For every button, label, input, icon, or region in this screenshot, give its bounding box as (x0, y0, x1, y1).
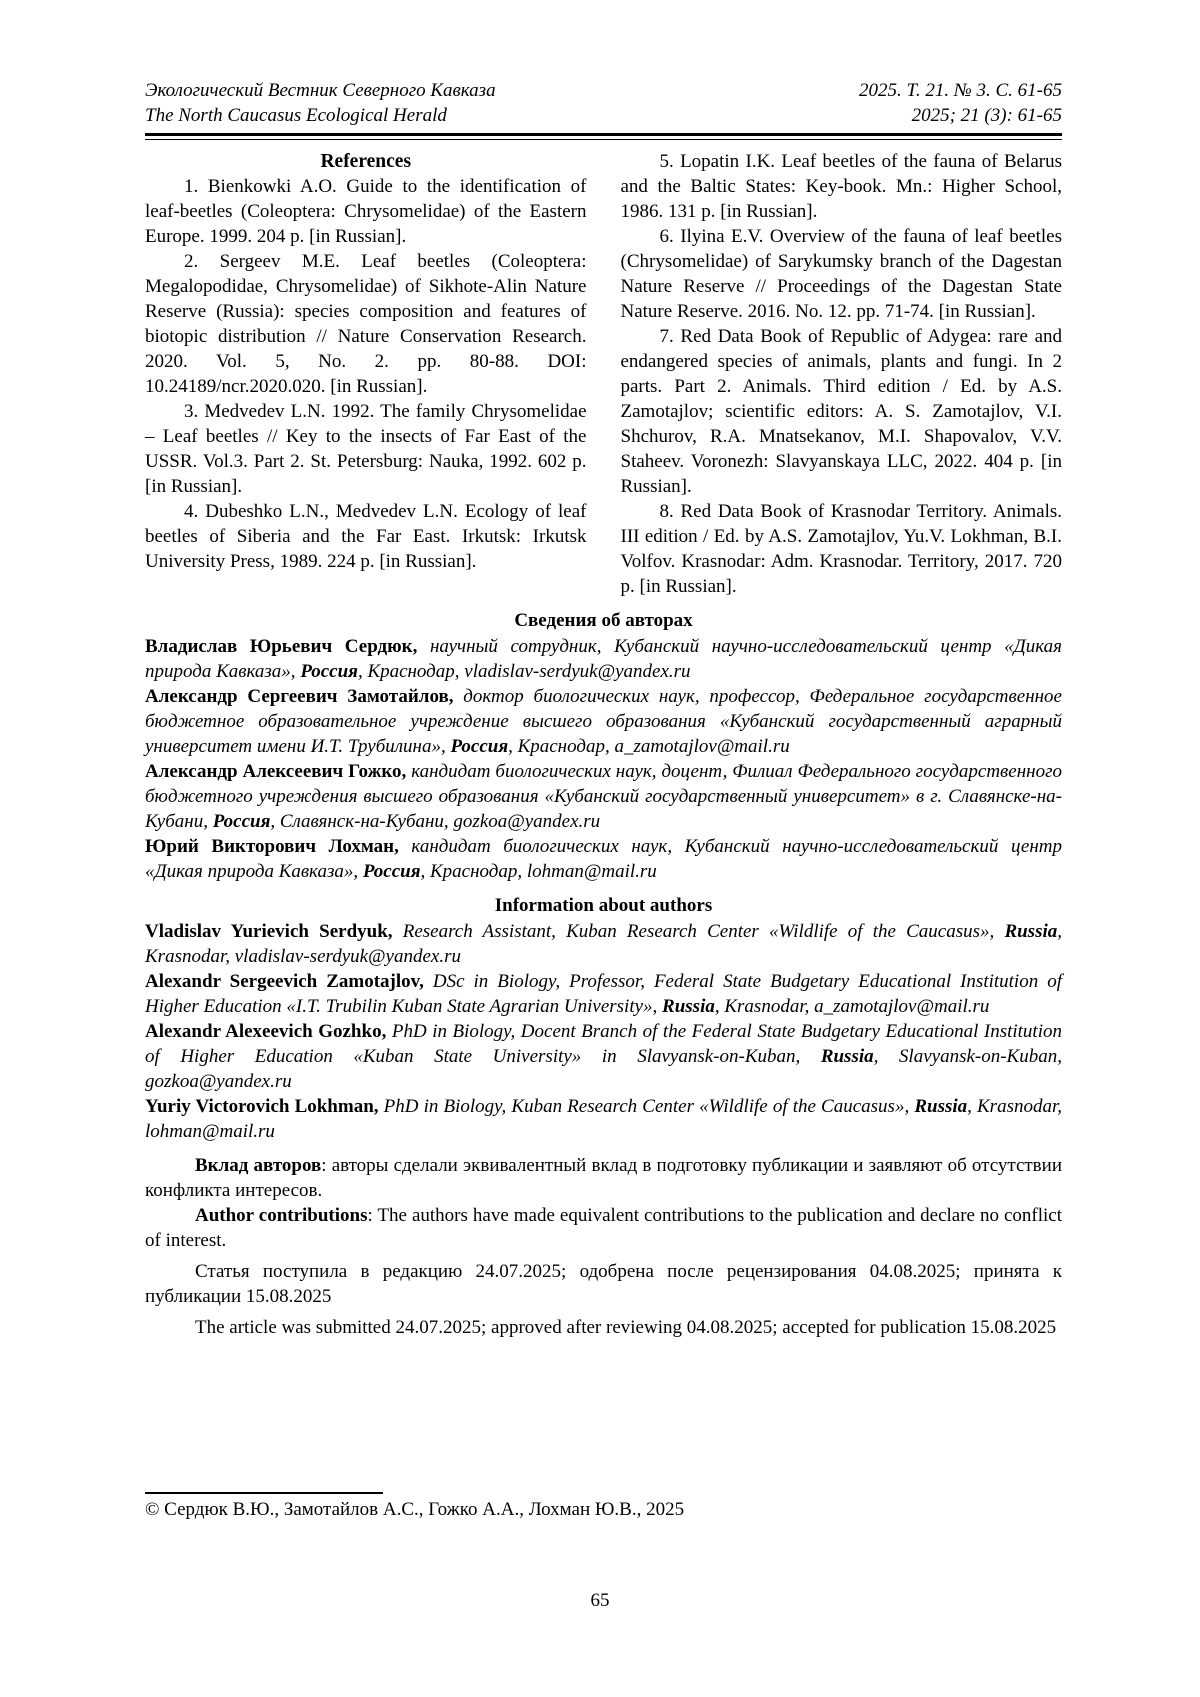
author-entry-en-zamotajlov (145, 969, 1062, 1019)
author-details: кандидат биологических наук, Кубанский научно-исследовательский центр «Дикая природа Кавказа», (145, 836, 1062, 882)
contributions-en-text: : The authors have made equivalent contributions to the publication and declare no conflict of interest. (145, 1205, 1062, 1251)
reference-item-7: 7. Red Data Book of Republic of Adygea: rare and endangered species of animals, plants and fungi. In 2 parts. Part 2. Animals. Third edition / Ed. by A.S. Zamotajlov; scientific editors: A. S. Zamotajlov, V.I. Shchurov, R.A. Mnatsekanov, M.I. Shapovalov, V.V. Staheev. Voronezh: Slavyanskaya LLC, 2022. 404 p. [in Russian]. (620, 326, 1062, 497)
header-divider (145, 133, 1062, 140)
author-details-cont: , Краснодар, vladislav-serdyuk@yandex.ru (357, 661, 691, 682)
journal-title-ru: Экологический Вестник Северного Кавказа (145, 80, 496, 101)
author-details: DSc in Biology, Professor, Federal State Budgetary Educational Institution of Higher Education «I.T. Trubilin Kuban State Agrarian University», (145, 971, 1062, 1017)
author-details-cont: , Krasnodar, vladislav-serdyuk@yandex.ru (145, 921, 1062, 967)
reference-item-5: 5. Lopatin I.K. Leaf beetles of the fauna of Belarus and the Baltic States: Key-book. Mn.: Higher School, 1986. 131 p. [in Russian]. (620, 151, 1062, 222)
author-country: Russia (914, 1096, 968, 1117)
author-details-cont: , Краснодар, lohman@mail.ru (420, 861, 657, 882)
references-left-column (145, 149, 587, 599)
author-details: кандидат биологических наук, доцент, Филиал Федерального государственного бюджетного учреждения высшего образования «Кубанский государственный университет» в г. Славянске-на-Кубани, (145, 761, 1062, 832)
author-entry-ru-gozhko (145, 759, 1062, 834)
author-details: научный сотрудник, Кубанский научно-исследовательский центр «Дикая природа Кавказа», (145, 636, 1062, 682)
header-row-en (145, 103, 1062, 128)
author-details: Research Assistant, Kuban Research Center «Wildlife of the Caucasus», (392, 921, 1005, 942)
author-name: Владислав Юрьевич Сердюк, (145, 636, 418, 657)
issue-info-en: 2025; 21 (3): 61-65 (911, 105, 1062, 126)
author-country: Россия (300, 661, 358, 682)
references-section (145, 149, 1062, 599)
author-name: Alexandr Alexeevich Gozhko, (145, 1021, 387, 1042)
author-entry-ru-lokhman (145, 834, 1062, 884)
contributions-en (145, 1203, 1062, 1253)
author-country: Russia (1004, 921, 1058, 942)
reference-item-4: 4. Dubeshko L.N., Medvedev L.N. Ecology of leaf beetles of Siberia and the Far East. Irkutsk: Irkutsk University Press, 1989. 224 p. [in Russian]. (145, 501, 587, 572)
author-details-cont: , Slavyansk-on-Kuban, gozkoa@yandex.ru (145, 1046, 1062, 1092)
footnote-divider (145, 1492, 383, 1494)
reference-item-2: 2. Sergeev M.E. Leaf beetles (Coleoptera: Megalopodidae, Chrysomelidae) of Sikhote-Alin Nature Reserve (Russia): species composition and features of biotopic distribution // Nature Conservation Research. 2020. Vol. 5, No. 2. pp. 80-88. DOI: 10.24189/ncr.2020.020. [in Russian]. (145, 251, 587, 397)
author-details-cont: , Славянск-на-Кубани, gozkoa@yandex.ru (270, 811, 601, 832)
page-number: 65 (590, 1590, 610, 1611)
author-name: Alexandr Sergeevich Zamotajlov, (145, 971, 424, 992)
author-details-cont: , Krasnodar, a_zamotajlov@mail.ru (714, 996, 990, 1017)
references-right-column (621, 149, 1063, 599)
author-entry-ru-zamotajlov (145, 684, 1062, 759)
author-country: Россия (362, 861, 421, 882)
author-entry-en-gozhko (145, 1019, 1062, 1094)
author-details-cont: , Краснодар, a_zamotajlov@mail.ru (508, 736, 790, 757)
author-country: Russia (662, 996, 715, 1017)
contributions-ru (145, 1153, 1062, 1203)
author-name: Александр Сергеевич Замотайлов, (145, 686, 454, 707)
authors-en-heading: Information about authors (494, 895, 713, 916)
author-entry-ru-serdyuk (145, 634, 1062, 684)
reference-item-1: 1. Bienkowki A.O. Guide to the identification of leaf-beetles (Coleoptera: Chrysomelidae) of the Eastern Europe. 1999. 204 p. [in Russian]. (145, 176, 587, 247)
author-country: Россия (212, 811, 271, 832)
author-entry-en-serdyuk (145, 919, 1062, 969)
contributions-en-label: Author contributions (195, 1205, 368, 1226)
contributions-ru-label: Вклад авторов (195, 1155, 322, 1176)
author-name: Vladislav Yurievich Serdyuk, (145, 921, 393, 942)
authors-ru-section (145, 634, 1062, 884)
author-country: Россия (450, 736, 509, 757)
author-name: Юрий Викторович Лохман, (145, 836, 399, 857)
author-name: Yuriy Victorovich Lokhman, (145, 1096, 379, 1117)
issue-info-ru: 2025. Т. 21. № 3. С. 61-65 (858, 80, 1062, 101)
authors-ru-heading: Сведения об авторах (514, 610, 693, 631)
author-name: Александр Алексеевич Гожко, (145, 761, 407, 782)
author-entry-en-lokhman (145, 1094, 1062, 1144)
journal-header (145, 78, 1062, 140)
copyright-text: © Сердюк В.Ю., Замотайлов А.С., Гожко А.А., Лохман Ю.В., 2025 (145, 1499, 685, 1520)
article-dates-en: The article was submitted 24.07.2025; approved after reviewing 04.08.2025; accepted for publication 15.08.2025 (195, 1317, 1057, 1338)
author-country: Russia (820, 1046, 874, 1067)
author-details: PhD in Biology, Docent Branch of the Federal State Budgetary Educational Institution of Higher Education «Kuban State University» in Slavyansk-on-Kuban, (145, 1021, 1062, 1067)
journal-title-en: The North Caucasus Ecological Herald (145, 105, 447, 126)
author-details: доктор биологических наук, профессор, Федеральное государственное бюджетное образовательное учреждение высшего образования «Кубанский государственный аграрный университет имени И.Т. Трубилина», (145, 686, 1062, 757)
copyright-block (145, 1492, 1062, 1522)
author-details: PhD in Biology, Kuban Research Center «Wildlife of the Caucasus», (378, 1096, 915, 1117)
author-details-cont: , Krasnodar, lohman@mail.ru (145, 1096, 1063, 1142)
authors-en-section (145, 919, 1062, 1144)
reference-item-3: 3. Medvedev L.N. 1992. The family Chrysomelidae – Leaf beetles // Key to the insects of Far East of the USSR. Vol.3. Part 2. St. Petersburg: Nauka, 1992. 602 p. [in Russian]. (145, 401, 587, 497)
header-row-ru (145, 78, 1062, 103)
article-dates-ru: Статья поступила в редакцию 24.07.2025; одобрена после рецензирования 04.08.2025; принята к публикации 15.08.2025 (145, 1261, 1062, 1307)
reference-item-8: 8. Red Data Book of Krasnodar Territory. Animals. III edition / Ed. by A.S. Zamotajlov, Yu.V. Lokhman, B.I. Volfov. Krasnodar: Adm. Krasnodar. Territory, 2017. 720 p. [in Russian]. (620, 501, 1062, 597)
references-heading: References (320, 151, 412, 172)
reference-item-6: 6. Ilyina E.V. Overview of the fauna of leaf beetles (Chrysomelidae) of Sarykumsky branch of the Dagestan Nature Reserve // Proceedings of the Dagestan State Nature Reserve. 2016. No. 12. pp. 71-74. [in Russian]. (620, 226, 1062, 322)
contributions-ru-text: : авторы сделали эквивалентный вклад в подготовку публикации и заявляют об отсутствии конфликта интересов. (145, 1155, 1062, 1201)
